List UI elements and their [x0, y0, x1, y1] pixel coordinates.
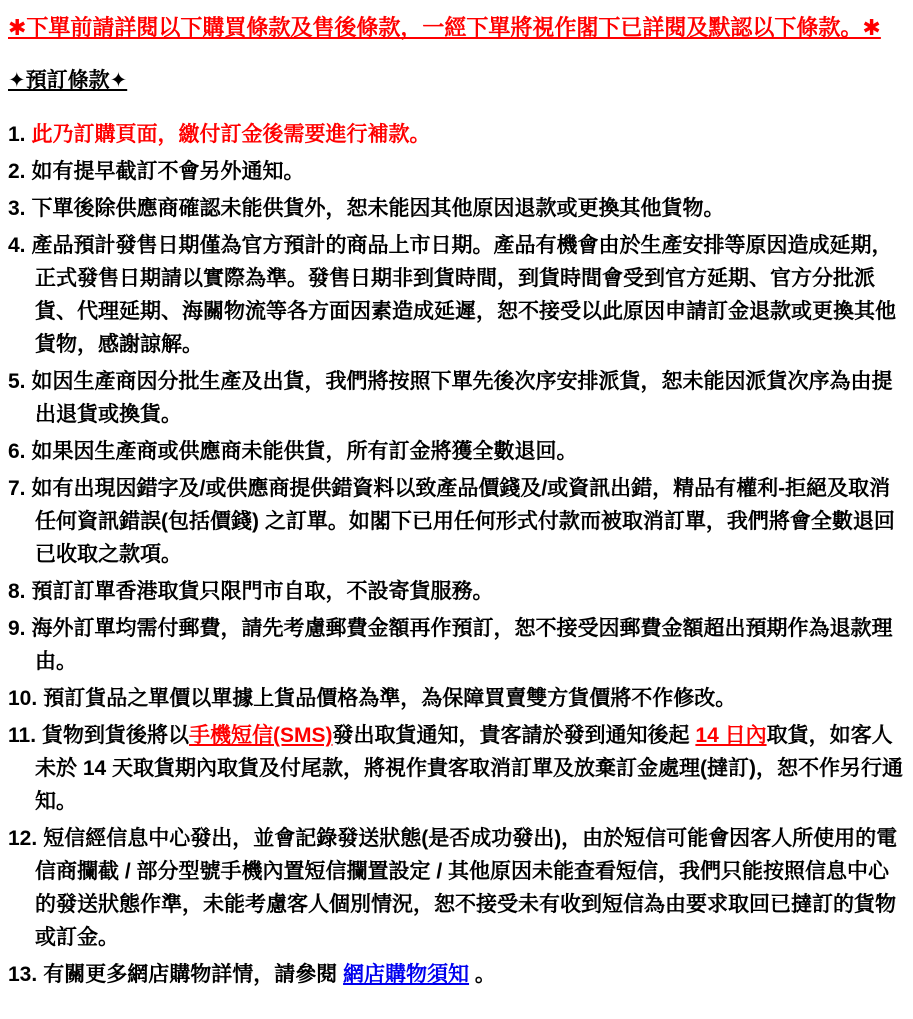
term-text: 取貨，如客人未於 14 天取貨期內取貨及付尾款，將視作貴客取消訂單及放棄訂金處理(撻訂)，恕不作另行通知。 [35, 724, 904, 813]
pickup-days-highlight: 14 日內 [695, 724, 767, 747]
term-item-11 [8, 719, 903, 818]
term-text: 貨物到貨後將以 [42, 724, 190, 747]
term-text: 產品預計發售日期僅為官方預計的商品上市日期。產品有機會由於生產安排等原因造成延期，正式發售日期請以實際為準。發售日期非到貨時間，到貨時間會受到官方延期、官方分批派貨、代理延期、海關物流等各方面因素造成延遲，恕不接受以此原因申請訂金退款或更換其他貨物，感謝諒解。 [31, 234, 896, 356]
term-number: 1. [8, 123, 26, 146]
term-number: 5. [8, 370, 26, 393]
term-item-10 [8, 682, 903, 715]
term-text: 發出取貨通知，貴客請於發到通知後起 [332, 724, 696, 747]
terms-list [8, 118, 903, 991]
term-item-13 [8, 958, 903, 991]
term-number: 6. [8, 440, 26, 463]
sms-highlight: 手機短信(SMS) [189, 724, 333, 747]
term-item-6 [8, 435, 903, 468]
term-number: 10. [8, 687, 38, 710]
term-item-12 [8, 822, 903, 954]
term-text: 下單後除供應商確認未能供貨外，恕未能因其他原因退款或更換其他貨物。 [31, 197, 725, 220]
section-title-preorder-terms: ✦預訂條款✦ [8, 69, 128, 92]
term-text: 預訂訂單香港取貨只限門市自取，不設寄貨服務。 [31, 580, 494, 603]
term-number: 4. [8, 234, 26, 257]
term-item-4 [8, 229, 903, 361]
purchase-terms-notice: ✱下單前請詳閱以下購買條款及售後條款，一經下單將視作閣下已詳閱及默認以下條款。✱ [8, 15, 881, 40]
term-text-deposit-notice: 此乃訂購頁面，繳付訂金後需要進行補款。 [31, 123, 431, 146]
term-text: 短信經信息中心發出，並會記錄發送狀態(是否成功發出)，由於短信可能會因客人所使用的電信商攔截 / 部分型號手機內置短信攔置設定 / 其他原因未能查看短信，我們只能按照信息中心的發送狀態作準，未能考慮客人個別情況，恕不接受未有收到短信為由要求取回已撻訂的貨物或訂金。 [35, 827, 898, 949]
term-item-3 [8, 192, 903, 225]
term-item-8 [8, 575, 903, 608]
term-number: 9. [8, 617, 26, 640]
term-number: 8. [8, 580, 26, 603]
term-number: 2. [8, 160, 26, 183]
term-number: 13. [8, 963, 38, 986]
term-text: 有關更多網店購物詳情，請參閱 [43, 963, 344, 986]
term-item-2 [8, 155, 903, 188]
term-text: 如有提早截訂不會另外通知。 [31, 160, 305, 183]
term-item-5 [8, 365, 903, 431]
term-number: 7. [8, 477, 26, 500]
term-number: 3. [8, 197, 26, 220]
shop-guide-link[interactable]: 網店購物須知 [343, 963, 470, 986]
term-item-9 [8, 612, 903, 678]
term-text: 如果因生產商或供應商未能供貨，所有訂金將獲全數退回。 [31, 440, 578, 463]
term-text: 如有出現因錯字及/或供應商提供錯資料以致產品價錢及/或資訊出錯，精品有權利-拒絕及取消任何資訊錯誤(包括價錢) 之訂單。如閣下已用任何形式付款而被取消訂單，我們將會全數退回已收取之款項。 [31, 477, 895, 566]
term-text: 如因生產商因分批生產及出貨，我們將按照下單先後次序安排派貨，恕未能因派貨次序為由提出退貨或換貨。 [31, 370, 893, 426]
term-text: 海外訂單均需付郵費，請先考慮郵費金額再作預訂，恕不接受因郵費金額超出預期作為退款理由。 [31, 617, 893, 673]
term-number: 12. [8, 827, 38, 850]
term-number: 11. [8, 724, 37, 747]
term-text: 。 [469, 963, 496, 986]
term-text: 預訂貨品之單價以單據上貨品價格為準，為保障買賣雙方貨價將不作修改。 [43, 687, 737, 710]
term-item-1 [8, 118, 903, 151]
term-item-7 [8, 472, 903, 571]
